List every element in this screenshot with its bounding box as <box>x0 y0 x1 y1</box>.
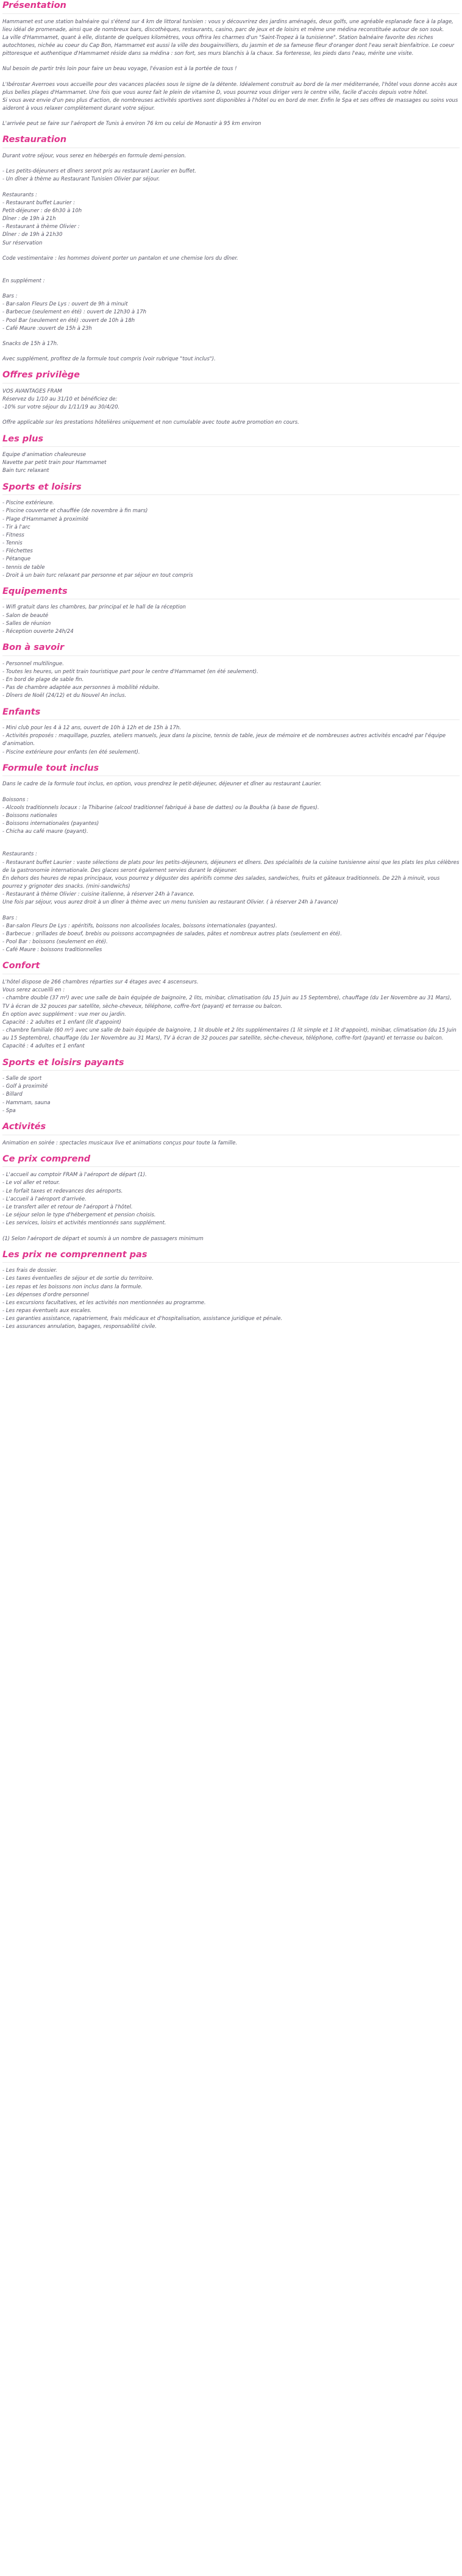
section-text-line: - Le séjour selon le type d'hébergement et pension choisis. <box>2 1212 156 1219</box>
section-text-line: VOS AVANTAGES FRAM <box>2 388 62 394</box>
section-presentation <box>2 0 460 128</box>
section-text-line: Bars : <box>2 915 18 921</box>
section-text-line: - Les garanties assistance, rapatriement, frais médicaux et d'hospitalisation, assistance juridique et pénale. <box>2 1316 283 1322</box>
section-text-line: - Piscine extérieure. <box>2 500 54 507</box>
section-text-line <box>2 113 460 120</box>
section-text-line: - Les services, loisirs et activités mentionnés sans supplément. <box>2 1220 166 1227</box>
section-text-line: - Boissons nationales <box>2 812 57 819</box>
section-text-line: - Boissons internationales (payantes) <box>2 821 99 827</box>
section-text-line: - Restaurant buffet Laurier : <box>2 199 76 206</box>
section-text-line: - Barbecue : grillades de boeuf, brebis ou poissons accompagnées de salades, pâtes et nombreux autres plats (seulement en été). <box>2 930 342 937</box>
section-restauration <box>2 134 460 363</box>
section-text-line <box>2 263 460 270</box>
section-text-line: - Bar-salon Fleurs De Lys : apéritifs, boissons non alcoolisées locales, boissons internationales (payantes). <box>2 922 277 929</box>
section-text-line: - Pool Bar : boissons (seulement en été). <box>2 939 108 946</box>
section-text-line: - Spa <box>2 1107 16 1114</box>
section-text-line <box>2 333 460 340</box>
section-text-line: Sur réservation <box>2 240 43 246</box>
section-text-line: - Café Maure : boissons traditionnelles <box>2 947 102 954</box>
section-text-line: - En bord de plage de sable fin. <box>2 677 84 683</box>
section-text-line: - Les dépenses d'ordre personnel <box>2 1291 89 1298</box>
section-text-line: - Un dîner à thème au Restaurant Tunisien Olivier par séjour. <box>2 176 160 183</box>
section-offres-privilege <box>2 369 460 427</box>
section-text-line: Avec supplément, profitez de la formule tout compris (voir rubrique "tout inclus"). <box>2 356 216 363</box>
section-text-line <box>2 789 460 796</box>
section-text-line: Capacité : 4 adultes et 1 enfant <box>2 1043 85 1050</box>
section-sports-et-loisirs-payants <box>2 1057 460 1115</box>
section-text-line: - Hammam, sauna <box>2 1099 51 1106</box>
section-text-line <box>2 836 460 843</box>
section-text-line <box>2 248 460 255</box>
section-text-line: - Bar-salon Fleurs De Lys : ouvert de 9h à minuit <box>2 301 128 308</box>
section-text-line: - Café Maure :ouvert de 15h à 23h <box>2 325 92 332</box>
section-text-line: Code vestimentaire : les hommes doivent porter un pantalon et une chemise lors du dîner. <box>2 255 238 262</box>
section-text-line: Restaurants : <box>2 191 37 198</box>
section-text-line: - Droit à un bain turc relaxant par personne et par séjour en tout compris <box>2 572 193 579</box>
section-sports-et-loisirs <box>2 482 460 580</box>
section-title: Restauration <box>2 134 460 148</box>
section-text-line: - chambre double (37 m²) avec une salle de bain équipée de baignoire, 2 lits, minibar, climatisation (du 15 Juin au 15 Septembre), chauffage (du 1er Novembre au 31 Mars), TV à écran de 32 pouces par satellite, sèche-cheveux, téléphone, coffre-fort (payant) et terrasse ou balcon. <box>2 995 453 1010</box>
section-text-line: Durant votre séjour, vous serez en hébergés en formule demi-pension. <box>2 153 187 160</box>
section-title: Formule tout inclus <box>2 763 460 777</box>
section-text-line <box>2 74 460 81</box>
section-text-line: - Golf à proximité <box>2 1083 48 1090</box>
section-text-line: - L'accueil à l'aéroport d'arrivée. <box>2 1196 87 1202</box>
section-text-line: Dîner : de 19h à 21h30 <box>2 232 63 238</box>
section-text-line: La ville d'Hammamet, quant à elle, distante de quelques kilomètres, vous offrira les charmes d'un "Saint-Tropez à la tunisienne". Station balnéaire favorite des riches autochtones, nichée au coeur du Cap Bon, Hammamet est aussi la ville des bougainvilliers, du jasmin et de sa fameuse fleur d'oranger dont l'eau serait bienfaitrice. Le coeur pittoresque et authentique d'Hammamet réside dans sa médina : son fort, ses murs blanchis à la chaux. Sa forteresse, les pieds dans l'eau, mérite une visite. <box>2 34 456 57</box>
section-text-line <box>2 1228 460 1235</box>
section-text-line: Réservez du 1/10 au 31/10 et bénéficiez de: <box>2 396 118 403</box>
section-text-line: Bain turc relaxant <box>2 468 49 474</box>
section-text-line: - Les repas éventuels aux escales. <box>2 1308 92 1315</box>
section-text-line: - Salle de sport <box>2 1076 42 1082</box>
section-formule-tout-inclus <box>2 763 460 955</box>
section-text-line: Offre applicable sur les prestations hôtelières uniquement et non cumulable avec toute autre promotion en cours. <box>2 419 299 426</box>
section-text-line: - Réception ouverte 24h/24 <box>2 628 74 635</box>
section-text-line: - Fitness <box>2 532 24 538</box>
section-text-line: Une fois par séjour, vous aurez droit à un dîner à thème avec un menu tunisien au restaurant Olivier. ( à réserver 24h à l'avance) <box>2 899 338 906</box>
section-text-line: - tennis de table <box>2 564 45 571</box>
section-title: Les prix ne comprennent pas <box>2 1249 460 1263</box>
section-text-line: - Restaurant à thème Olivier : cuisine italienne, à réserver 24h à l'avance. <box>2 891 195 898</box>
section-text-line <box>2 348 460 355</box>
section-text-line: - Les excursions facultatives, et les activités non mentionnées au programme. <box>2 1299 206 1306</box>
section-text-line: - Mini club pour les 4 à 12 ans, ouvert de 10h à 12h et de 15h à 17h. <box>2 725 182 732</box>
section-enfants <box>2 707 460 757</box>
section-text-line: Animation en soirée : spectacles musicaux live et animations conçus pour toute la famille. <box>2 1140 238 1146</box>
section-text-line: - Toutes les heures, un petit train touristique part pour le centre d'Hammamet (en été seulement). <box>2 668 258 675</box>
section-text-line: - Plage d'Hammamet à proximité <box>2 516 89 523</box>
section-les-prix-ne-comprennent-pas <box>2 1249 460 1332</box>
section-text-line <box>2 907 460 915</box>
section-text-line: Navette par petit train pour Hammamet <box>2 460 107 466</box>
section-text-line: - Les assurances annulation, bagages, responsabilité civile. <box>2 1324 157 1330</box>
section-ce-prix-comprend <box>2 1154 460 1243</box>
section-text-line <box>2 270 460 277</box>
section-text-line: Si vous avez envie d'un peu plus d'action, de nombreuses activités sportives sont disponibles à l'hôtel ou en bord de mer. Enfin le Spa et ses offres de massages ou soins vous aideront à vous relaxer complètement durant votre séjour. <box>2 97 460 112</box>
section-title: Sports et loisirs <box>2 482 460 496</box>
section-text-line: L'hôtel dispose de 266 chambres réparties sur 4 étages avec 4 ascenseurs. <box>2 979 199 986</box>
section-text-line: - Salon de beauté <box>2 612 49 619</box>
section-text-line: - Pétanque <box>2 556 31 563</box>
section-text-line: - Activités proposés : maquillage, puzzles, ateliers manuels, jeux dans la piscine, tennis de table, jeux de mémoire et de nombreuses autres activités encadré par l'équipe d'animation. <box>2 733 447 747</box>
section-bon-a-savoir <box>2 642 460 700</box>
section-text-line: - Billard <box>2 1091 23 1098</box>
section-text-line: - Salles de réunion <box>2 620 51 627</box>
section-text-line: - Les taxes éventuelles de séjour et de sortie du territoire. <box>2 1276 154 1282</box>
section-title: Enfants <box>2 707 460 721</box>
section-text-line: - L'accueil au comptoir FRAM à l'aéroport de départ (1). <box>2 1172 147 1179</box>
section-text-line: - Piscine couverte et chauffée (de novembre à fin mars) <box>2 508 148 515</box>
section-text-line: Capacité : 2 adultes et 1 enfant (lit d'appoint) <box>2 1019 121 1026</box>
section-title: Activités <box>2 1121 460 1135</box>
section-text-line: En option avec supplément : vue mer ou jardin. <box>2 1011 126 1018</box>
section-text-line: - Le forfait taxes et redevances des aéroports. <box>2 1188 123 1194</box>
section-title: Ce prix comprend <box>2 1154 460 1168</box>
section-text-line: - Tir à l'arc <box>2 524 30 530</box>
section-les-plus <box>2 433 460 476</box>
section-text-line: Snacks de 15h à 17h. <box>2 340 59 347</box>
section-title: Sports et loisirs payants <box>2 1057 460 1071</box>
section-text-line: Vous serez accueilli en : <box>2 987 65 994</box>
section-text-line: - Piscine extérieure pour enfants (en été seulement). <box>2 749 140 755</box>
section-text-line: - Dîners de Noël (24/12) et du Nouvel An inclus. <box>2 693 127 699</box>
section-text-line: - Les frais de dossier. <box>2 1268 57 1274</box>
section-text-line: Boissons : <box>2 796 29 803</box>
section-text-line <box>2 285 460 293</box>
section-confort <box>2 960 460 1051</box>
section-text-line: (1) Selon l'aéroport de départ et soumis à un nombre de passagers minimum <box>2 1235 204 1242</box>
section-equipements <box>2 586 460 636</box>
section-text-line: L'Ibérostar Averroes vous accueille pour des vacances placées sous le signe de la détente. Idéalement construit au bord de la mer méditerranée, l'hôtel vous donne accès aux plus belles plages d'Hammamet. Une fois que vous aurez fait le plein de vitamine D, vous pourrez vous diriger vers le centre ville, facile d'accès depuis votre hôtel. <box>2 81 459 96</box>
section-text-line: Equipe d'animation chaleureuse <box>2 452 87 458</box>
section-text-line <box>2 58 460 65</box>
section-text-line: L'arrivée peut se faire sur l'aéroport de Tunis à environ 76 km ou celui de Monastir à 95 km environ <box>2 121 261 127</box>
section-text-line <box>2 412 460 419</box>
section-text-line: - Fléchettes <box>2 548 33 555</box>
section-activites <box>2 1121 460 1147</box>
section-text-line: - Chicha au café maure (payant). <box>2 829 88 835</box>
section-text-line: Nul besoin de partir très loin pour faire un beau voyage, l'évasion est à la portée de tous ! <box>2 66 237 73</box>
section-text-line: - Le transfert aller et retour de l'aéroport à l'hôtel. <box>2 1204 133 1210</box>
section-text-line: - Le vol aller et retour. <box>2 1180 60 1186</box>
section-text-line: Dîner : de 19h à 21h <box>2 216 56 223</box>
section-text-line: - Les petits-déjeuners et dîners seront pris au restaurant Laurier en buffet. <box>2 168 196 175</box>
section-title: Présentation <box>2 0 460 14</box>
section-text-line: - Barbecue (seulement en été) : ouvert de 12h30 à 17h <box>2 309 147 316</box>
section-title: Equipements <box>2 586 460 600</box>
section-text-line: En supplément : <box>2 277 45 284</box>
section-text-line: Hammamet est une station balnéaire qui s'étend sur 4 km de littoral tunisien : vous y découvrirez des jardins aménagés, deux golfs, une agréable esplanade face à la plage, lieu idéal de promenade, ainsi que de nombreux bars, discothèques, restaurants, casino, parc de jeux et de loisirs et même une médina reconstituée autour de son souk. <box>2 18 455 33</box>
section-text-line: Bars : <box>2 293 18 300</box>
section-text-line <box>2 843 460 851</box>
section-text-line: - Restaurant à thème Olivier : <box>2 224 80 230</box>
section-text-line: - Wifi gratuit dans les chambres, bar principal et le hall de la réception <box>2 604 186 611</box>
section-text-line: - chambre familiale (60 m²) avec une salle de bain équipée de baignoire, 1 lit double et 2 lits supplémentaires (1 lit simple et 1 lit d'appoint), minibar, climatisation (du 15 Juin au 15 Septembre), chauffage (du 1er Novembre au 31 Mars), TV à écran de 32 pouces par satellite, sèche-cheveux, téléphone, coffre-fort (payant) et terrasse ou balcon. <box>2 1027 458 1042</box>
section-text-line <box>2 184 460 191</box>
section-text-line: Dans le cadre de la formule tout inclus, en option, vous prendrez le petit-déjeuner, déjeuner et dîner au restaurant Laurier. <box>2 781 322 788</box>
section-text-line: - Personnel multilingue. <box>2 660 64 667</box>
section-text-line: - Tennis <box>2 540 23 547</box>
section-text-line: -10% sur votre séjour du 1/11/19 au 30/4/20. <box>2 404 120 411</box>
section-text-line: Petit-déjeuner : de 6h30 à 10h <box>2 207 82 214</box>
section-text-line: - Les repas et les boissons non inclus dans la formule. <box>2 1283 143 1290</box>
section-text-line: - Restaurant buffet Laurier : vaste sélections de plats pour les petits-déjeuners, déjeuners et dîners. Des spécialités de la cuisine tunisienne ainsi que les plats les plus célèbres de la gastronomie internationale. Des glaces seront également servies durant le déjeuner. <box>2 859 461 874</box>
section-title: Les plus <box>2 433 460 448</box>
section-title: Offres privilège <box>2 369 460 384</box>
section-text-line: - Pas de chambre adaptée aux personnes à mobilité réduite. <box>2 685 160 691</box>
section-text-line: Restaurants : <box>2 851 37 858</box>
section-text-line: - Pool Bar (seulement en été) :ouvert de 10h à 18h <box>2 317 135 324</box>
section-title: Bon à savoir <box>2 642 460 656</box>
section-text-line <box>2 160 460 168</box>
section-text-line: En dehors des heures de repas principaux, vous pourrez y déguster des apéritifs comme des salades, sandwiches, fruits et gâteaux traditionnels. De 22h à minuit, vous pourrez y grignoter des snacks. (mini-sandwichs) <box>2 875 442 890</box>
section-text-line: - Alcools traditionnels locaux : la Thibarine (alcool traditionnel fabriqué à base de dattes) ou la Boukha (à base de figues). <box>2 804 319 811</box>
section-title: Confort <box>2 960 460 974</box>
